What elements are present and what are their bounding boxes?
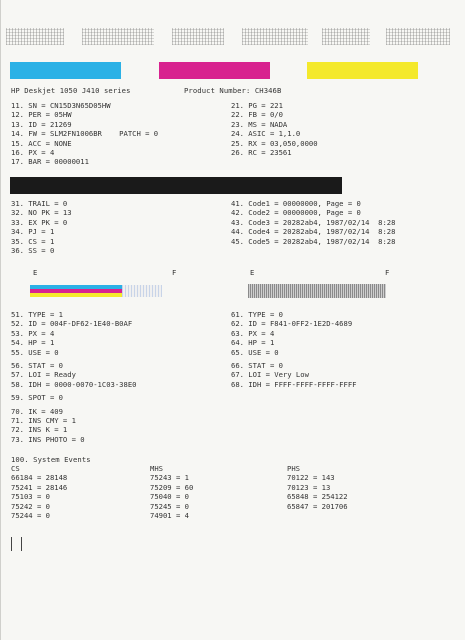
magenta-swatch [159, 62, 270, 79]
events-mhs [150, 464, 193, 520]
black-level-gauge [248, 284, 386, 298]
nozzle-pattern-3 [172, 28, 224, 45]
status-line: 26. RC = 23561 [231, 147, 292, 157]
color-cartridge-line: 51. TYPE = 1 [11, 310, 63, 319]
black-cartridge-line: 67. LOI = Very Low [231, 370, 309, 380]
black-cartridge-line: 61. TYPE = 0 [231, 310, 283, 319]
status-line: 24. ASIC = 1,1.0 [231, 129, 301, 139]
printer-model: HP Deskjet 1050 J410 series [11, 86, 131, 95]
product-number: Product Number: CH346B [184, 86, 282, 95]
event-row: 70123 = 13 [287, 482, 331, 492]
black-cartridge-line: 62. ID = F841-0FF2-1E2D-4689 [231, 319, 353, 329]
margin-mark-right [21, 537, 22, 551]
event-row: 75245 = 0 [150, 501, 189, 511]
color-cartridge-line: 70. IK = 409 [11, 406, 63, 416]
event-row: 75040 = 0 [150, 492, 189, 502]
event-row: 70122 = 143 [287, 473, 335, 483]
error-code-line: 42. Code2 = 00000000, Page = 0 [231, 208, 361, 218]
color-cartridge-line: 57. LOI = Ready [11, 370, 76, 380]
black-cartridge-line: 68. IDH = FFFF-FFFF-FFFF-FFFF [231, 379, 357, 389]
color-cartridge-line: 58. IDH = 0000-0070-1C03-38E0 [11, 379, 137, 389]
error-code-line: 45. Code5 = 20282ab4, 1987/02/14 8:28 [231, 236, 396, 246]
events-mhs-label: MHS [150, 464, 163, 473]
status-line: 25. RX = 03,050,0000 [231, 138, 318, 148]
color-gauge-remainder [122, 285, 162, 297]
event-row: 75244 = 0 [11, 510, 50, 520]
yellow-swatch [307, 62, 418, 79]
black-cartridge-info [231, 310, 357, 389]
status-line: 23. MS = NADA [231, 119, 288, 129]
event-row: 75242 = 0 [11, 501, 50, 511]
events-title: 100. System Events [11, 455, 91, 464]
color-cartridge-line: 72. INS K = 1 [11, 425, 68, 435]
black-ink-bar [10, 177, 342, 194]
color-gauge-full: F [172, 268, 177, 277]
status-line: 17. BAR = 00000011 [11, 157, 89, 167]
color-cartridge-line: 71. INS CMY = 1 [11, 415, 76, 425]
status-line: 33. EX PK = 0 [11, 217, 68, 227]
black-cartridge-line: 64. HP = 1 [231, 338, 275, 348]
block2-left [11, 199, 72, 255]
nozzle-pattern-4 [242, 28, 308, 45]
color-cartridge-line: 54. HP = 1 [11, 338, 55, 348]
color-cartridge-line: 59. SPOT = 0 [11, 393, 63, 403]
event-row: 75243 = 1 [150, 473, 189, 483]
event-row: 75103 = 0 [11, 492, 50, 502]
event-row: 75209 = 60 [150, 482, 194, 492]
color-cartridge-line: 55. USE = 0 [11, 347, 59, 357]
status-line: 31. TRAIL = 0 [11, 199, 68, 208]
events-phs [287, 464, 348, 511]
color-gauge-empty: E [33, 268, 38, 277]
status-line: 15. ACC = NONE [11, 138, 72, 148]
block1-right [231, 101, 318, 157]
event-row: 74901 = 4 [150, 510, 189, 520]
page-edge [0, 0, 1, 640]
error-code-line: 44. Code4 = 20282ab4, 1987/02/14 8:28 [231, 227, 396, 237]
event-row: 66184 = 28148 [11, 473, 68, 483]
black-cartridge-line: 66. STAT = 0 [231, 360, 283, 370]
status-line: 12. PER = 05HW [11, 110, 72, 120]
black-cartridge-line: 63. PX = 4 [231, 328, 275, 338]
color-cartridge-line: 53. PX = 4 [11, 328, 55, 338]
color-cartridge-info [11, 310, 137, 444]
black-gauge-full: F [385, 268, 390, 277]
color-cartridge-line: 73. INS PHOTO = 0 [11, 434, 85, 444]
status-line: 22. FB = 0/0 [231, 110, 283, 120]
color-level-gauge [30, 285, 162, 299]
status-line: 32. NO PK = 13 [11, 208, 72, 218]
block2-right [231, 199, 395, 246]
status-line: 14. FW = SLM2FN1006BR PATCH = 0 [11, 129, 159, 139]
nozzle-pattern-6 [386, 28, 450, 45]
events-cs-label: CS [11, 464, 20, 473]
nozzle-pattern-5 [322, 28, 370, 45]
status-line: 35. CS = 1 [11, 236, 55, 246]
status-line: 21. PG = 221 [231, 101, 283, 110]
error-code-line: 41. Code1 = 00000000, Page = 0 [231, 199, 361, 208]
margin-mark-left [11, 537, 12, 551]
events-phs-label: PHS [287, 464, 300, 473]
event-row: 75241 = 28146 [11, 482, 68, 492]
yellow-level [30, 293, 122, 297]
block1-left [11, 101, 158, 167]
status-line: 13. ID = 21269 [11, 119, 72, 129]
color-cartridge-line: 56. STAT = 0 [11, 360, 63, 370]
black-gauge-empty: E [250, 268, 255, 277]
nozzle-pattern-1 [6, 28, 64, 45]
color-cartridge-line: 52. ID = 004F-DF62-1E40-B0AF [11, 319, 133, 329]
nozzle-pattern-2 [82, 28, 154, 45]
status-line: 11. SN = CN15D3N65D05HW [11, 101, 111, 110]
status-line: 16. PX = 4 [11, 147, 55, 157]
status-line: 36. SS = 0 [11, 245, 55, 255]
event-row: 65847 = 201706 [287, 501, 348, 511]
status-line: 34. PJ = 1 [11, 227, 55, 237]
black-cartridge-line: 65. USE = 0 [231, 347, 279, 357]
event-row: 65848 = 254122 [287, 492, 348, 502]
error-code-line: 43. Code3 = 20282ab4, 1987/02/14 8:28 [231, 217, 396, 227]
events-cs [11, 464, 67, 520]
cyan-swatch [10, 62, 121, 79]
